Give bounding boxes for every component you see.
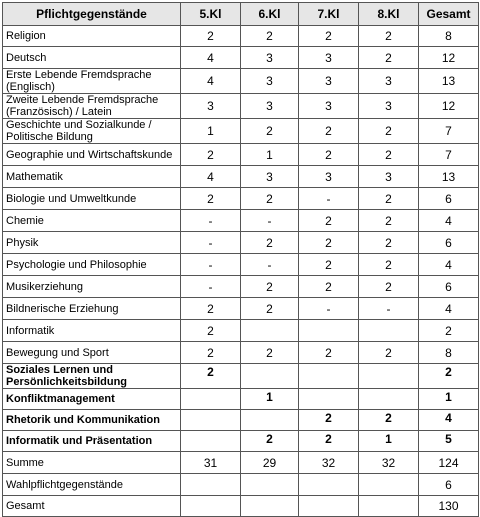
table-row [3,69,479,94]
table-row [3,119,479,144]
header-grade-6: 6.Kl [241,3,299,26]
subject-cell: Deutsch [3,47,181,69]
grade-8-cell [359,364,419,389]
header-grade-5: 5.Kl [181,3,241,26]
table-row [3,166,479,188]
grade-7-cell [299,474,359,496]
grade-8-cell: 3 [359,94,419,119]
grade-7-cell: 2 [299,410,359,431]
subject-cell: Konfliktmanagement [3,389,181,410]
grade-6-cell: 2 [241,431,299,452]
grade-8-cell: 2 [359,410,419,431]
subject-cell: Gesamt [3,496,181,517]
total-cell: 2 [419,364,479,389]
grade-6-cell: 3 [241,69,299,94]
total-cell: 4 [419,254,479,276]
grade-6-cell: 2 [241,119,299,144]
grade-5-cell [181,389,241,410]
subject-cell: Zweite Lebende Fremdsprache (Französisch) / Latein [3,94,181,119]
grade-5-cell: 4 [181,47,241,69]
grade-8-cell: 2 [359,47,419,69]
grade-6-cell: 3 [241,94,299,119]
total-cell: 7 [419,144,479,166]
grade-7-cell [299,389,359,410]
grade-6-cell: 2 [241,232,299,254]
grade-8-cell: - [359,298,419,320]
grade-6-cell: 2 [241,276,299,298]
total-cell: 12 [419,47,479,69]
grade-5-cell: 4 [181,166,241,188]
grade-6-cell [241,364,299,389]
subject-cell: Wahlpflichtgegenstände [3,474,181,496]
grade-7-cell: 2 [299,26,359,47]
grade-8-cell [359,474,419,496]
table-row [3,431,479,452]
grade-8-cell: 2 [359,26,419,47]
grade-7-cell: 32 [299,452,359,474]
grade-6-cell: 2 [241,342,299,364]
grade-8-cell: 2 [359,254,419,276]
grade-6-cell: - [241,210,299,232]
table-row [3,26,479,47]
grade-8-cell [359,320,419,342]
grade-8-cell: 2 [359,210,419,232]
header-subject: Pflichtgegenstände [3,3,181,26]
grade-7-cell: - [299,188,359,210]
subject-cell: Psychologie und Philosophie [3,254,181,276]
grade-8-cell: 3 [359,69,419,94]
total-cell: 6 [419,474,479,496]
grade-5-cell: 2 [181,342,241,364]
grade-7-cell: 3 [299,166,359,188]
grade-5-cell: 4 [181,69,241,94]
grade-8-cell: 2 [359,144,419,166]
grade-6-cell: 2 [241,298,299,320]
table-row [3,342,479,364]
total-cell: 13 [419,69,479,94]
table-row [3,364,479,389]
grade-6-cell: 29 [241,452,299,474]
table-row [3,410,479,431]
grade-8-cell: 2 [359,342,419,364]
table-row [3,452,479,474]
total-cell: 124 [419,452,479,474]
grade-7-cell: 3 [299,69,359,94]
total-cell: 13 [419,166,479,188]
table-row [3,320,479,342]
header-total: Gesamt [419,3,479,26]
grade-7-cell: 2 [299,119,359,144]
total-cell: 12 [419,94,479,119]
grade-5-cell: 2 [181,298,241,320]
grade-5-cell: 2 [181,144,241,166]
subject-cell: Erste Lebende Fremdsprache (Englisch) [3,69,181,94]
curriculum-table [2,2,479,517]
table-row [3,389,479,410]
grade-5-cell: 1 [181,119,241,144]
grade-5-cell [181,410,241,431]
table-row [3,210,479,232]
table-header [3,3,479,26]
total-cell: 8 [419,26,479,47]
grade-6-cell: - [241,254,299,276]
grade-5-cell: 3 [181,94,241,119]
grade-6-cell [241,410,299,431]
grade-8-cell: 3 [359,166,419,188]
subject-cell: Mathematik [3,166,181,188]
grade-8-cell: 2 [359,232,419,254]
subject-cell: Religion [3,26,181,47]
table-row [3,276,479,298]
grade-7-cell: 2 [299,342,359,364]
subject-cell: Informatik [3,320,181,342]
grade-8-cell: 2 [359,276,419,298]
total-cell: 4 [419,210,479,232]
grade-6-cell [241,320,299,342]
grade-6-cell: 1 [241,144,299,166]
grade-5-cell: - [181,210,241,232]
grade-7-cell: 2 [299,232,359,254]
table-body [3,26,479,517]
total-cell: 6 [419,188,479,210]
grade-7-cell [299,320,359,342]
header-grade-8: 8.Kl [359,3,419,26]
grade-5-cell [181,431,241,452]
grade-7-cell: 3 [299,94,359,119]
subject-cell: Summe [3,452,181,474]
total-cell: 8 [419,342,479,364]
table-row [3,144,479,166]
grade-7-cell [299,364,359,389]
grade-6-cell: 2 [241,26,299,47]
grade-7-cell: 3 [299,47,359,69]
grade-5-cell: - [181,254,241,276]
subject-cell: Geschichte und Sozialkunde / Politische Bildung [3,119,181,144]
total-cell: 4 [419,410,479,431]
subject-cell: Bewegung und Sport [3,342,181,364]
subject-cell: Biologie und Umweltkunde [3,188,181,210]
grade-7-cell [299,496,359,517]
grade-8-cell [359,389,419,410]
table-row [3,298,479,320]
grade-7-cell: 2 [299,431,359,452]
total-cell: 1 [419,389,479,410]
grade-5-cell: 2 [181,320,241,342]
subject-cell: Geographie und Wirtschaftskunde [3,144,181,166]
total-cell: 2 [419,320,479,342]
grade-8-cell: 1 [359,431,419,452]
grade-5-cell: - [181,276,241,298]
table-row [3,496,479,517]
grade-5-cell: - [181,232,241,254]
grade-5-cell: 2 [181,188,241,210]
grade-7-cell: - [299,298,359,320]
grade-5-cell [181,474,241,496]
header-grade-7: 7.Kl [299,3,359,26]
grade-8-cell: 2 [359,119,419,144]
subject-cell: Rhetorik und Kommunikation [3,410,181,431]
subject-cell: Physik [3,232,181,254]
grade-6-cell: 2 [241,188,299,210]
table-row [3,188,479,210]
table-row [3,232,479,254]
total-cell: 5 [419,431,479,452]
grade-5-cell: 31 [181,452,241,474]
total-cell: 130 [419,496,479,517]
grade-7-cell: 2 [299,144,359,166]
grade-6-cell [241,474,299,496]
grade-7-cell: 2 [299,276,359,298]
grade-6-cell: 3 [241,166,299,188]
subject-cell: Informatik und Präsentation [3,431,181,452]
subject-cell: Musikerziehung [3,276,181,298]
grade-7-cell: 2 [299,210,359,232]
grade-5-cell [181,496,241,517]
grade-7-cell: 2 [299,254,359,276]
grade-6-cell [241,496,299,517]
grade-8-cell: 2 [359,188,419,210]
subject-cell: Soziales Lernen und Persönlichkeitsbildung [3,364,181,389]
grade-5-cell: 2 [181,364,241,389]
grade-6-cell: 3 [241,47,299,69]
total-cell: 7 [419,119,479,144]
table-row [3,474,479,496]
subject-cell: Chemie [3,210,181,232]
total-cell: 4 [419,298,479,320]
table-row [3,47,479,69]
grade-6-cell: 1 [241,389,299,410]
total-cell: 6 [419,276,479,298]
subject-cell: Bildnerische Erziehung [3,298,181,320]
header-row [3,3,479,26]
total-cell: 6 [419,232,479,254]
grade-5-cell: 2 [181,26,241,47]
grade-8-cell: 32 [359,452,419,474]
table-row [3,254,479,276]
table-row [3,94,479,119]
grade-8-cell [359,496,419,517]
